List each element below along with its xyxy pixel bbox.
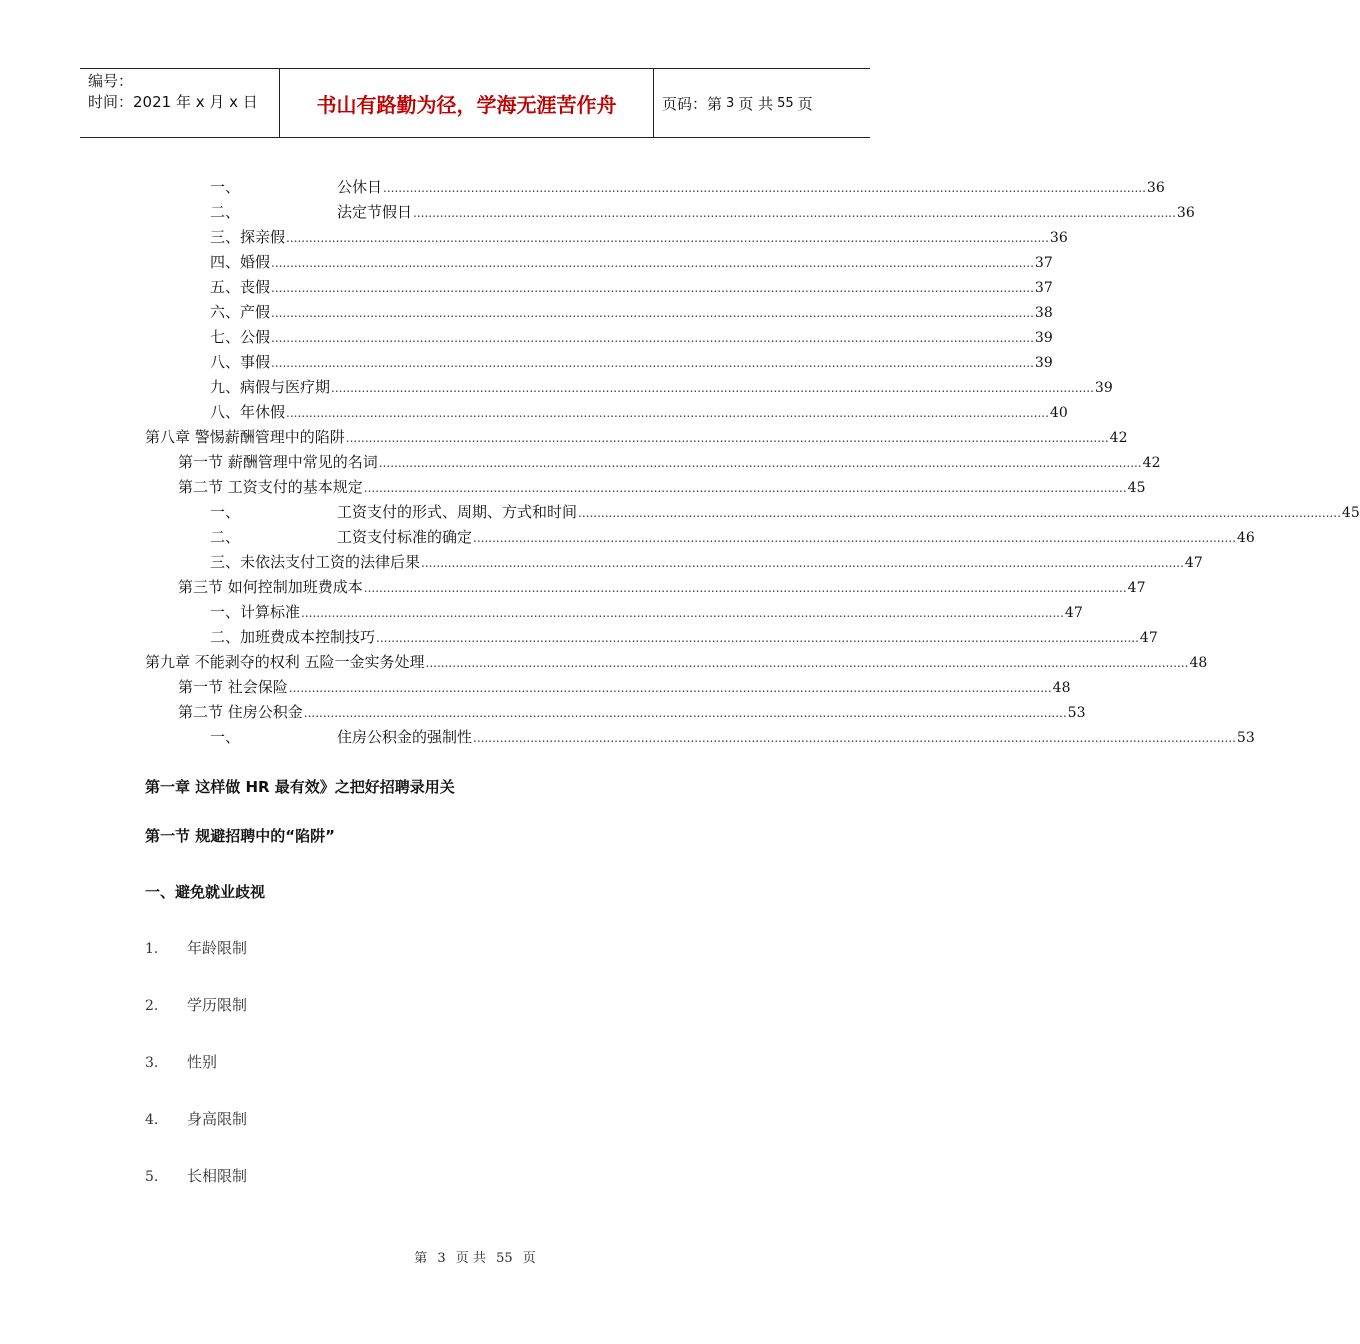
toc-entry[interactable] <box>210 376 1113 398</box>
toc-entry[interactable] <box>210 251 1053 273</box>
toc-entry-title: 八、年休假 <box>210 403 286 421</box>
list-item <box>145 1165 247 1186</box>
toc-entry-title: 三、探亲假 <box>210 228 286 246</box>
toc-entry-page: 36 <box>1049 230 1068 246</box>
header-page-mid: 页 共 <box>738 94 774 113</box>
toc-entry[interactable] <box>210 626 1158 648</box>
header-page-total: 55 <box>777 95 794 111</box>
toc-entry-number: 一、 <box>210 503 241 521</box>
footer-current: 3 <box>437 1251 446 1266</box>
toc-entry-page: 47 <box>1139 630 1158 646</box>
toc-entry[interactable] <box>178 451 1161 473</box>
toc-dot-leader: ........................................................................................................................................................................................................ <box>301 606 1064 620</box>
toc-entry[interactable] <box>210 526 1255 548</box>
toc-entry-title: 七、公假 <box>210 328 271 346</box>
toc-entry[interactable] <box>178 576 1146 598</box>
list-item <box>145 1108 247 1129</box>
list-item-text: 身高限制 <box>187 1110 248 1128</box>
toc-dot-leader: ........................................................................................................................................................................................................ <box>363 581 1127 595</box>
header-page-prefix: 页码：第 <box>662 94 723 113</box>
toc-entry[interactable] <box>178 701 1086 723</box>
toc-entry-title: 三、未依法支付工资的法律后果 <box>210 553 421 571</box>
list-item-number: 1. <box>145 941 159 957</box>
toc-dot-leader: ........................................................................................................................................................................................................ <box>288 681 1052 695</box>
toc-dot-leader: ........................................................................................................................................................................................................ <box>286 406 1049 420</box>
toc-entry[interactable] <box>210 276 1053 298</box>
toc-dot-leader: ........................................................................................................................................................................................................ <box>378 456 1142 470</box>
toc-entry-page: 37 <box>1034 255 1053 271</box>
toc-entry-title: 公休日 <box>337 178 383 196</box>
toc-entry-title: 第二节 住房公积金 <box>178 703 303 721</box>
toc-entry-page: 37 <box>1034 280 1053 296</box>
toc-entry[interactable] <box>210 201 1195 223</box>
toc-entry-page: 42 <box>1142 455 1161 471</box>
toc-dot-leader: ........................................................................................................................................................................................................ <box>363 481 1127 495</box>
toc-entry-title: 二、加班费成本控制技巧 <box>210 628 376 646</box>
toc-entry-page: 53 <box>1236 730 1255 746</box>
toc-entry-page: 46 <box>1236 530 1255 546</box>
toc-dot-leader: ........................................................................................................................................................................................................ <box>473 531 1236 545</box>
toc-entry[interactable] <box>210 176 1165 198</box>
toc-entry-page: 39 <box>1094 380 1113 396</box>
toc-entry-title: 八、事假 <box>210 353 271 371</box>
page-footer <box>0 1247 950 1266</box>
list-item-number: 4. <box>145 1112 159 1128</box>
list-item-text: 学历限制 <box>187 996 248 1014</box>
toc-entry-number: 二、 <box>210 528 241 546</box>
toc-entry-title: 第一节 社会保险 <box>178 678 288 696</box>
toc-entry-title: 一、计算标准 <box>210 603 301 621</box>
toc-entry[interactable] <box>210 401 1068 423</box>
toc-entry[interactable] <box>178 476 1146 498</box>
toc-entry[interactable] <box>210 301 1053 323</box>
toc-dot-leader: ........................................................................................................................................................................................................ <box>425 656 1189 670</box>
toc-entry-page: 40 <box>1049 405 1068 421</box>
footer-total: 55 <box>496 1251 513 1266</box>
footer-mid: 页 共 <box>455 1251 486 1266</box>
toc-dot-leader: ........................................................................................................................................................................................................ <box>345 431 1109 445</box>
toc-entry-page: 36 <box>1146 180 1165 196</box>
list-item-text: 长相限制 <box>187 1167 248 1185</box>
toc-dot-leader: ........................................................................................................................................................................................................ <box>473 731 1236 745</box>
toc-entry-title: 法定节假日 <box>337 203 413 221</box>
toc-entry-title: 九、病假与医疗期 <box>210 378 331 396</box>
toc-dot-leader: ........................................................................................................................................................................................................ <box>421 556 1184 570</box>
toc-entry-page: 45 <box>1127 480 1146 496</box>
toc-entry-title: 住房公积金的强制性 <box>337 728 473 746</box>
list-item-text: 性别 <box>187 1053 218 1071</box>
section-heading: 第一节 规避招聘中的“陷阱” <box>145 827 335 845</box>
toc-entry-title: 四、婚假 <box>210 253 271 271</box>
toc-dot-leader: ........................................................................................................................................................................................................ <box>383 181 1146 195</box>
toc-dot-leader: ........................................................................................................................................................................................................ <box>578 506 1341 520</box>
footer-prefix: 第 <box>414 1251 428 1266</box>
toc-entry[interactable] <box>210 226 1068 248</box>
list-item <box>145 937 247 958</box>
toc-entry-title: 第二节 工资支付的基本规定 <box>178 478 363 496</box>
toc-dot-leader: ........................................................................................................................................................................................................ <box>376 631 1139 645</box>
toc-entry-title: 第八章 警惕薪酬管理中的陷阱 <box>145 428 345 446</box>
toc-dot-leader: ........................................................................................................................................................................................................ <box>271 281 1034 295</box>
toc-entry[interactable] <box>210 551 1203 573</box>
toc-entry[interactable] <box>210 601 1083 623</box>
toc-entry-page: 36 <box>1176 205 1195 221</box>
toc-dot-leader: ........................................................................................................................................................................................................ <box>271 356 1034 370</box>
toc-entry-number: 二、 <box>210 203 241 221</box>
toc-entry-title: 工资支付的形式、周期、方式和时间 <box>337 503 578 521</box>
toc-entry-title: 第九章 不能剥夺的权利 五险一金实务处理 <box>145 653 425 671</box>
toc-entry-page: 42 <box>1109 430 1128 446</box>
page-header <box>80 68 870 138</box>
toc-entry-title: 第一节 薪酬管理中常见的名词 <box>178 453 378 471</box>
list-item-text: 年龄限制 <box>187 939 248 957</box>
toc-entry-page: 45 <box>1341 505 1360 521</box>
toc-entry[interactable] <box>178 676 1071 698</box>
toc-entry-page: 53 <box>1067 705 1086 721</box>
toc-dot-leader: ........................................................................................................................................................................................................ <box>413 206 1176 220</box>
header-motto: 书山有路勤为径，学海无涯苦作舟 <box>280 69 654 137</box>
toc-entry[interactable] <box>145 426 1128 448</box>
toc-dot-leader: ........................................................................................................................................................................................................ <box>331 381 1094 395</box>
toc-entry-title: 第三节 如何控制加班费成本 <box>178 578 363 596</box>
list-item <box>145 994 247 1015</box>
toc-entry[interactable] <box>210 501 1360 523</box>
list-item-number: 3. <box>145 1055 159 1071</box>
header-page-current: 3 <box>726 95 735 111</box>
footer-suffix: 页 <box>522 1251 536 1266</box>
toc-dot-leader: ........................................................................................................................................................................................................ <box>271 306 1034 320</box>
toc-entry-title: 工资支付标准的确定 <box>337 528 473 546</box>
toc-entry[interactable] <box>210 326 1053 348</box>
toc-entry-page: 38 <box>1034 305 1053 321</box>
toc-entry-page: 48 <box>1189 655 1208 671</box>
toc-entry[interactable] <box>210 726 1255 748</box>
list-item <box>145 1051 217 1072</box>
header-meta <box>80 69 280 137</box>
toc-entry-page: 47 <box>1184 555 1203 571</box>
header-page-info <box>654 69 870 137</box>
toc-entry-page: 48 <box>1052 680 1071 696</box>
list-item-number: 2. <box>145 998 159 1014</box>
list-item-number: 5. <box>145 1169 159 1185</box>
toc-entry-page: 47 <box>1127 580 1146 596</box>
toc-entry-title: 六、产假 <box>210 303 271 321</box>
serial-label: 编号： <box>88 72 134 90</box>
toc-entry-page: 39 <box>1034 355 1053 371</box>
subsection-heading: 一、避免就业歧视 <box>145 883 266 901</box>
toc-dot-leader: ........................................................................................................................................................................................................ <box>271 256 1034 270</box>
toc-entry-number: 一、 <box>210 178 241 196</box>
toc-entry-title: 五、丧假 <box>210 278 271 296</box>
toc-entry-page: 39 <box>1034 330 1053 346</box>
time-label: 时间：2021 年 x 月 x 日 <box>88 93 258 111</box>
toc-entry[interactable] <box>145 651 1208 673</box>
toc-dot-leader: ........................................................................................................................................................................................................ <box>303 706 1067 720</box>
header-page-suffix: 页 <box>797 94 813 113</box>
toc-dot-leader: ........................................................................................................................................................................................................ <box>286 231 1049 245</box>
toc-dot-leader: ........................................................................................................................................................................................................ <box>271 331 1034 345</box>
toc-entry[interactable] <box>210 351 1053 373</box>
toc-entry-number: 一、 <box>210 728 241 746</box>
chapter-heading: 第一章 这样做 HR 最有效》之把好招聘录用关 <box>145 778 455 796</box>
toc-entry-page: 47 <box>1064 605 1083 621</box>
